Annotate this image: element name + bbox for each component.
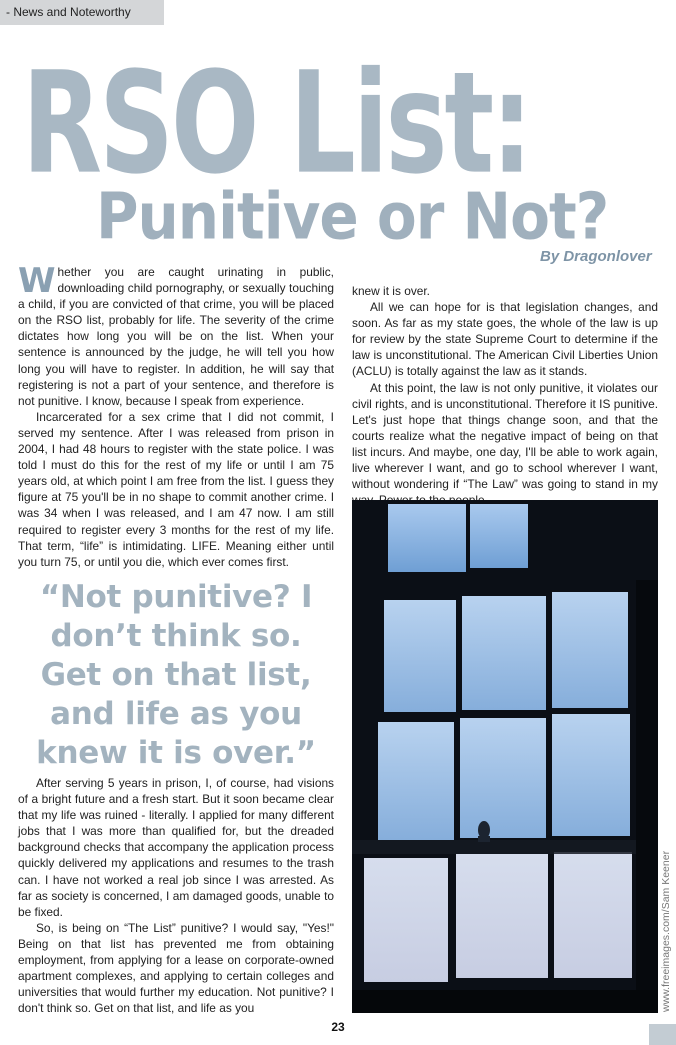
photo-credit: www.freeimages.com/Sam Keener: [660, 850, 672, 1012]
page-number: 23: [331, 1020, 345, 1034]
pull-quote: “Not punitive? I don’t think so. Get on that list, and life as you knew it is over.”: [36, 579, 316, 771]
article-column-left-top: [18, 261, 334, 570]
byline: By Dragonlover: [540, 248, 652, 265]
article-column-left-bottom: [18, 775, 334, 1016]
paragraph-4: So, is being on “The List” punitive? I would say, "Yes!" Being on that list has prevented me from obtaining employment, from applying for a lease on corporate-owned apartment complexes, and applying to certain colleges and universities that would further my education. Not punitive? I don't think so. Get on that list, and life as you: [18, 920, 334, 1016]
headline-line-1: RSO List:: [22, 40, 530, 206]
window-photo: [352, 500, 658, 1013]
headline-line-2: Punitive or Not?: [96, 179, 609, 254]
paragraph-6: At this point, the law is not only punitive, it violates our civil rights, and is unconstitutional. Therefore it IS punitive. Let's just hope that things change soon, and that the courts realize what the negative impact of being on that list incurs. And maybe, one day, I'll be able to work again, live wherever I want, and go to school wherever I want, without wondering if “The Law” was going to stand in my: [352, 380, 658, 492]
section-label: - News and Noteworthy: [0, 0, 164, 25]
paragraph-2: Incarcerated for a sex crime that I did not commit, I served my sentence. After I was released from prison in 2004, I had 48 hours to register with the state police. I was told I must do this for the rest of my life or until I am 75 years old, at which point I am free from the list. I guess they figure at 75 you'll be in no shape to commit another crime. I was 34 when I was released, and I am 47 now. I am still required to register every 3 months for the rest of my life. That term, “life” is intimidating. LIFE. Meaning either until you turn 75, or until you die, which ever comes first.: [18, 409, 334, 569]
paragraph-1: [18, 261, 334, 409]
drop-cap: W: [18, 261, 56, 301]
paragraph-3: After serving 5 years in prison, I, of course, had visions of a bright future and a fresh start. But it soon became clear that my life was ruined - literally. I applied for many different jobs that I was more than qualified for, but the dreaded background checks that accompany the application process quickly delivered my applications and resumes to the trash can. I have not worked a real job since I was arrested. As far as society is concerned, I am damaged goods, unable to be fixed.: [18, 776, 334, 919]
article-column-right: [352, 283, 658, 508]
paragraph-1-text: hether you are caught urinating in public, downloading child pornography, or sexually touching a child, if you are convicted of that crime, you will be placed on the RSO list, probably for life. The severity of the crime dictates how long you will be on the list. When your sentence is announced by the judge, he will tell you how long you will have to register. In addition, he will say that registering is not a part of your sentence, and therefore is not punitive. I know, because I speak from experience.: [18, 265, 334, 408]
window-illustration: [352, 500, 658, 1013]
corner-tab: [649, 1024, 676, 1045]
paragraph-4-continued: knew it is over.: [352, 284, 430, 298]
paragraph-5: All we can hope for is that legislation changes, and soon. As far as my state goes, the whole of the law is up for review by the state Supreme Court to determine if the law is unconstitutional. The American Civil Liberties Union (ACLU) is totally against the law as it stands.: [352, 300, 658, 379]
